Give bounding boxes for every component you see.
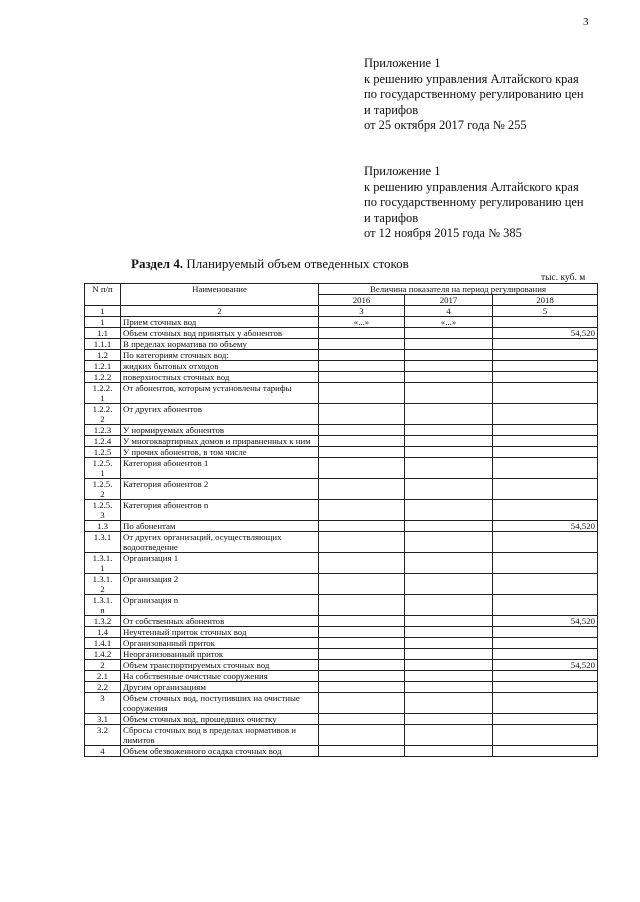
table-row [85,500,598,521]
row-number: 1.2.1 [85,361,121,372]
value-2018: 54,520 [493,616,598,627]
row-number: 1.4 [85,627,121,638]
sewage-volume-table [84,283,598,757]
row-name: От собственных абонентов [121,616,319,627]
row-name: Неучтенный приток сточных вод [121,627,319,638]
table-row [85,458,598,479]
row-number: 1.2.5 [85,447,121,458]
row-number: 3.2 [85,725,121,746]
value-2018 [493,361,598,372]
row-name: Другим организациям [121,682,319,693]
value-2016 [319,746,405,757]
table-row [85,521,598,532]
value-2016 [319,383,405,404]
value-2017 [405,479,493,500]
value-2018 [493,638,598,649]
table-row [85,532,598,553]
row-name: На собственные очистные сооружения [121,671,319,682]
table-row [85,425,598,436]
value-2016 [319,671,405,682]
table-row [85,339,598,350]
value-2017 [405,714,493,725]
row-number: 1.3.1. n [85,595,121,616]
row-number: 3 [85,693,121,714]
value-2016 [319,479,405,500]
value-2018 [493,627,598,638]
col-number: 2 [121,306,319,317]
row-name: Организация n [121,595,319,616]
appendix-line: Приложение 1 [364,164,441,178]
row-number: 1.4.1 [85,638,121,649]
value-2018 [493,458,598,479]
value-2018 [493,350,598,361]
value-2016 [319,436,405,447]
table-header-row [85,284,598,295]
value-2016 [319,328,405,339]
row-number: 2 [85,660,121,671]
header-year: 2018 [493,295,598,306]
value-2018 [493,725,598,746]
header-period: Величина показателя на период регулирования [319,284,598,295]
value-2017 [405,521,493,532]
value-2018 [493,682,598,693]
table-row [85,682,598,693]
appendix-line: от 25 октября 2017 года № 255 [364,118,527,132]
row-number: 1.3.1. 1 [85,553,121,574]
value-2018 [493,447,598,458]
row-name: Категория абонентов n [121,500,319,521]
appendix-current [364,56,584,134]
table-col-numbers-row [85,306,598,317]
value-2016 [319,638,405,649]
row-number: 1.2.4 [85,436,121,447]
row-name: От абонентов, которым установлены тарифы [121,383,319,404]
row-name: Объем обезвоженного осадка сточных вод [121,746,319,757]
row-number: 4 [85,746,121,757]
value-2018 [493,425,598,436]
value-2016 [319,447,405,458]
row-number: 2.1 [85,671,121,682]
table-row [85,479,598,500]
row-number: 1.1.1 [85,339,121,350]
value-2016 [319,350,405,361]
row-name: Сбросы сточных вод в пределах нормативов и лимитов [121,725,319,746]
appendix-line: Приложение 1 [364,56,441,70]
row-number: 1.2.5. 3 [85,500,121,521]
value-2017 [405,638,493,649]
value-2017 [405,682,493,693]
table-row [85,350,598,361]
table-row [85,328,598,339]
row-name: Неорганизованный приток [121,649,319,660]
value-2016 [319,458,405,479]
section-title [131,256,409,272]
value-2017 [405,458,493,479]
table-row [85,627,598,638]
table-row [85,693,598,714]
appendix-line: от 12 ноября 2015 года № 385 [364,226,522,240]
value-2017: «...» [405,317,493,328]
page-number: 3 [583,16,589,28]
row-name: От других организаций, осуществляющих водоотведение [121,532,319,553]
row-name: жидких бытовых отходов [121,361,319,372]
value-2016 [319,372,405,383]
row-number: 1.3 [85,521,121,532]
value-2017 [405,660,493,671]
row-number: 1.2.2 [85,372,121,383]
value-2018: 54,520 [493,660,598,671]
appendix-line: по государственному регулированию цен [364,195,584,209]
row-name: Категория абонентов 1 [121,458,319,479]
value-2016 [319,649,405,660]
row-number: 1.2.3 [85,425,121,436]
appendix-previous [364,164,584,242]
value-2016 [319,532,405,553]
value-2017 [405,725,493,746]
table-row [85,317,598,328]
value-2017 [405,350,493,361]
table-row [85,383,598,404]
value-2018 [493,436,598,447]
value-2018 [493,595,598,616]
value-2018 [493,532,598,553]
value-2018 [493,746,598,757]
value-2018 [493,693,598,714]
value-2018 [493,383,598,404]
value-2016 [319,339,405,350]
value-2018 [493,404,598,425]
value-2016 [319,425,405,436]
value-2016 [319,693,405,714]
appendix-line: и тарифов [364,102,419,117]
value-2018 [493,339,598,350]
value-2017 [405,595,493,616]
row-name: По категориям сточных вод: [121,350,319,361]
header-name: Наименование [121,284,319,306]
row-number: 1.3.2 [85,616,121,627]
header-year: 2017 [405,295,493,306]
value-2016 [319,714,405,725]
row-name: Объем сточных вод принятых у абонентов [121,328,319,339]
row-name: поверхностных сточных вод [121,372,319,383]
table-row [85,436,598,447]
appendix-line: к решению управления Алтайского края [364,179,579,194]
row-number: 1.3.1 [85,532,121,553]
section-heading: Планируемый объем отведенных стоков [186,256,409,271]
row-name: Категория абонентов 2 [121,479,319,500]
value-2018 [493,574,598,595]
row-name: По абонентам [121,521,319,532]
row-name: В пределах норматива по объему [121,339,319,350]
row-number: 1.2 [85,350,121,361]
appendix-line: по государственному регулированию цен [364,87,584,101]
col-number: 4 [405,306,493,317]
value-2017 [405,404,493,425]
row-name: Объем сточных вод, прошедших очистку [121,714,319,725]
value-2017 [405,693,493,714]
appendix-line: и тарифов [364,210,419,225]
appendix-line: к решению управления Алтайского края [364,71,579,86]
table-row [85,660,598,671]
value-2018: 54,520 [493,328,598,339]
row-number: 1 [85,317,121,328]
table-row [85,649,598,660]
value-2017 [405,649,493,660]
value-2016 [319,553,405,574]
value-2017 [405,372,493,383]
row-name: Организация 1 [121,553,319,574]
table-row [85,616,598,627]
table-row [85,671,598,682]
row-name: От других абонентов [121,404,319,425]
table-row [85,404,598,425]
value-2016: «...» [319,317,405,328]
unit-note: тыс. куб. м [541,273,586,283]
row-name: У многоквартирных домов и приравненных к ним [121,436,319,447]
value-2016 [319,361,405,372]
row-number: 1.2.2. 2 [85,404,121,425]
table-row [85,447,598,458]
row-name: Объем транспортируемых сточных вод [121,660,319,671]
table-row [85,361,598,372]
value-2018 [493,714,598,725]
row-name: Прием сточных вод [121,317,319,328]
value-2016 [319,682,405,693]
row-number: 1.2.5. 2 [85,479,121,500]
value-2017 [405,616,493,627]
row-name: Организованный приток [121,638,319,649]
value-2016 [319,725,405,746]
table-row [85,638,598,649]
row-name: Объем сточных вод, поступивших на очистные сооружения [121,693,319,714]
value-2016 [319,404,405,425]
value-2017 [405,671,493,682]
value-2018 [493,649,598,660]
value-2016 [319,574,405,595]
col-number: 3 [319,306,405,317]
table-row [85,714,598,725]
table-row [85,553,598,574]
table-row [85,725,598,746]
value-2017 [405,361,493,372]
row-name: У нормируемых абонентов [121,425,319,436]
row-number: 2.2 [85,682,121,693]
header-year: 2016 [319,295,405,306]
row-number: 1.2.5. 1 [85,458,121,479]
row-name: У прочих абонентов, в том числе [121,447,319,458]
value-2018: 54,520 [493,521,598,532]
value-2018 [493,500,598,521]
value-2018 [493,671,598,682]
row-name: Организация 2 [121,574,319,595]
value-2017 [405,328,493,339]
value-2017 [405,532,493,553]
value-2017 [405,746,493,757]
value-2018 [493,553,598,574]
value-2017 [405,553,493,574]
value-2017 [405,627,493,638]
value-2017 [405,574,493,595]
row-number: 1.2.2. 1 [85,383,121,404]
col-number: 5 [493,306,598,317]
row-number: 3.1 [85,714,121,725]
value-2016 [319,616,405,627]
table-row [85,372,598,383]
row-number: 1.4.2 [85,649,121,660]
value-2016 [319,660,405,671]
header-num: N п/п [85,284,121,306]
value-2016 [319,500,405,521]
table-row [85,574,598,595]
table-row [85,746,598,757]
table-row [85,595,598,616]
value-2017 [405,436,493,447]
value-2017 [405,425,493,436]
value-2016 [319,627,405,638]
row-number: 1.3.1. 2 [85,574,121,595]
value-2017 [405,339,493,350]
col-number: 1 [85,306,121,317]
table-body [85,317,598,757]
value-2017 [405,447,493,458]
value-2017 [405,383,493,404]
value-2018 [493,479,598,500]
value-2017 [405,500,493,521]
value-2018 [493,317,598,328]
value-2018 [493,372,598,383]
section-label: Раздел 4. [131,256,184,271]
row-number: 1.1 [85,328,121,339]
value-2016 [319,595,405,616]
value-2016 [319,521,405,532]
